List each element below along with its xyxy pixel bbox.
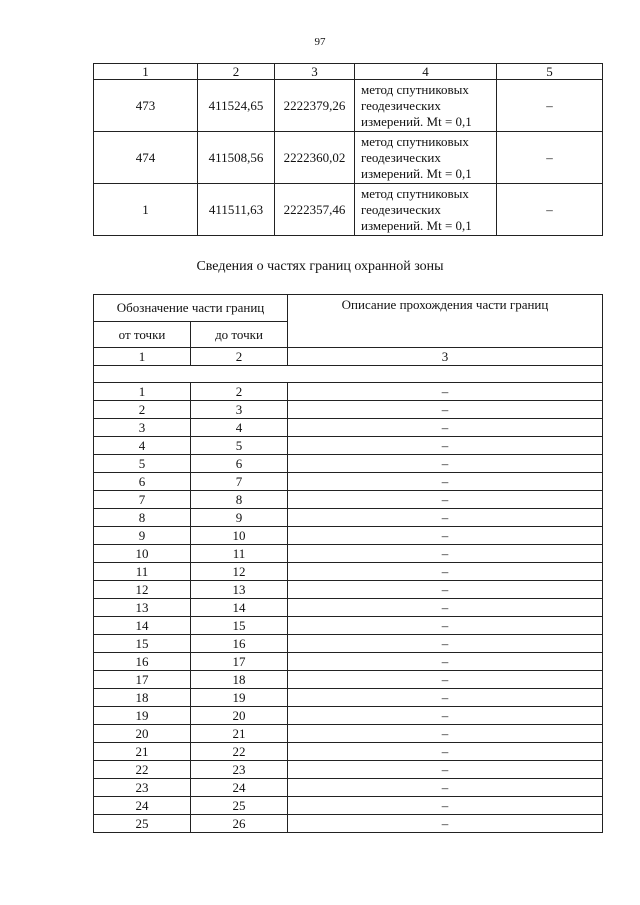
table-row [94,581,603,599]
column-number: 3 [288,348,603,366]
to-point-cell: 9 [191,509,288,527]
column-number: 3 [275,64,355,80]
column-number: 1 [94,64,198,80]
header-description: Описание прохождения части границ [288,295,603,348]
to-point-cell: 5 [191,437,288,455]
from-point-cell: 10 [94,545,191,563]
from-point-cell: 3 [94,419,191,437]
to-point-cell: 24 [191,779,288,797]
page-number: 97 [314,36,326,48]
table-row [94,184,603,236]
table-row [94,80,603,132]
section-title: Сведения о частях границ охранной зоны [196,259,444,274]
table-row [94,725,603,743]
to-point-cell: 15 [191,617,288,635]
to-point-cell: 21 [191,725,288,743]
description-cell: – [497,132,603,184]
description-cell: – [288,473,603,491]
method-line: измерений. Mt = 0,1 [361,217,472,233]
table-row [94,617,603,635]
table-row [94,797,603,815]
table-header-row [94,64,603,80]
point-cell: 1 [94,184,198,236]
x-coordinate-cell: 411524,65 [198,80,275,132]
description-cell: – [288,653,603,671]
to-point-cell: 4 [191,419,288,437]
column-number-row [94,348,603,366]
to-point-cell: 6 [191,455,288,473]
to-point-cell: 3 [191,401,288,419]
to-point-cell: 14 [191,599,288,617]
header-to-point: до точки [191,322,288,348]
table-row [94,653,603,671]
blank-row [94,366,603,383]
column-number: 2 [191,348,288,366]
table-row [94,599,603,617]
header-from-point: от точки [94,322,191,348]
to-point-cell: 22 [191,743,288,761]
to-point-cell: 2 [191,383,288,401]
description-cell: – [288,689,603,707]
method-line: геодезических [361,201,441,217]
table-row [94,132,603,184]
to-point-cell: 8 [191,491,288,509]
description-cell: – [288,671,603,689]
description-cell: – [288,527,603,545]
method-cell [355,184,497,236]
table-row [94,527,603,545]
to-point-cell: 10 [191,527,288,545]
table-row [94,779,603,797]
table-row [94,563,603,581]
method-cell [355,132,497,184]
method-line: метод спутниковых [361,185,469,201]
description-cell: – [288,563,603,581]
table-row [94,545,603,563]
boundary-parts-table [93,294,603,833]
from-point-cell: 16 [94,653,191,671]
description-cell: – [288,491,603,509]
from-point-cell: 6 [94,473,191,491]
from-point-cell: 23 [94,779,191,797]
from-point-cell: 5 [94,455,191,473]
from-point-cell: 18 [94,689,191,707]
table-row [94,509,603,527]
table-row [94,419,603,437]
from-point-cell: 17 [94,671,191,689]
from-point-cell: 14 [94,617,191,635]
from-point-cell: 11 [94,563,191,581]
description-cell: – [288,599,603,617]
description-cell: – [288,419,603,437]
to-point-cell: 16 [191,635,288,653]
description-cell: – [288,545,603,563]
method-line: метод спутниковых [361,81,469,97]
table-row [94,455,603,473]
x-coordinate-cell: 411511,63 [198,184,275,236]
to-point-cell: 25 [191,797,288,815]
table-row [94,437,603,455]
description-cell: – [288,383,603,401]
description-cell: – [288,509,603,527]
header-boundary-designation: Обозначение части границ [94,295,288,322]
y-coordinate-cell: 2222357,46 [275,184,355,236]
method-cell [355,80,497,132]
to-point-cell: 12 [191,563,288,581]
from-point-cell: 25 [94,815,191,833]
from-point-cell: 21 [94,743,191,761]
description-cell: – [288,581,603,599]
description-cell: – [288,779,603,797]
from-point-cell: 12 [94,581,191,599]
description-cell: – [497,184,603,236]
description-cell: – [497,80,603,132]
y-coordinate-cell: 2222379,26 [275,80,355,132]
from-point-cell: 7 [94,491,191,509]
description-cell: – [288,815,603,833]
to-point-cell: 23 [191,761,288,779]
from-point-cell: 15 [94,635,191,653]
description-cell: – [288,401,603,419]
from-point-cell: 9 [94,527,191,545]
column-number: 1 [94,348,191,366]
to-point-cell: 18 [191,671,288,689]
to-point-cell: 19 [191,689,288,707]
from-point-cell: 2 [94,401,191,419]
to-point-cell: 11 [191,545,288,563]
from-point-cell: 13 [94,599,191,617]
blank-cell [94,366,603,383]
method-line: измерений. Mt = 0,1 [361,165,472,181]
point-cell: 474 [94,132,198,184]
column-number: 5 [497,64,603,80]
description-cell: – [288,635,603,653]
x-coordinate-cell: 411508,56 [198,132,275,184]
table-row [94,707,603,725]
from-point-cell: 20 [94,725,191,743]
from-point-cell: 8 [94,509,191,527]
table-row [94,491,603,509]
y-coordinate-cell: 2222360,02 [275,132,355,184]
description-cell: – [288,455,603,473]
description-cell: – [288,617,603,635]
table-row [94,383,603,401]
table-row [94,743,603,761]
method-line: метод спутниковых [361,133,469,149]
to-point-cell: 26 [191,815,288,833]
table-row [94,473,603,491]
description-cell: – [288,797,603,815]
description-cell: – [288,707,603,725]
from-point-cell: 22 [94,761,191,779]
method-line: геодезических [361,149,441,165]
description-cell: – [288,743,603,761]
coordinates-table [93,63,603,236]
description-cell: – [288,725,603,743]
point-cell: 473 [94,80,198,132]
description-cell: – [288,761,603,779]
to-point-cell: 20 [191,707,288,725]
from-point-cell: 19 [94,707,191,725]
to-point-cell: 17 [191,653,288,671]
method-line: измерений. Mt = 0,1 [361,113,472,129]
from-point-cell: 24 [94,797,191,815]
table-row [94,689,603,707]
table-row [94,671,603,689]
method-line: геодезических [361,97,441,113]
from-point-cell: 1 [94,383,191,401]
table-row [94,815,603,833]
table-row [94,401,603,419]
table-row [94,635,603,653]
to-point-cell: 7 [191,473,288,491]
to-point-cell: 13 [191,581,288,599]
description-cell: – [288,437,603,455]
table-header-row [94,295,603,322]
column-number: 2 [198,64,275,80]
table-row [94,761,603,779]
from-point-cell: 4 [94,437,191,455]
column-number: 4 [355,64,497,80]
